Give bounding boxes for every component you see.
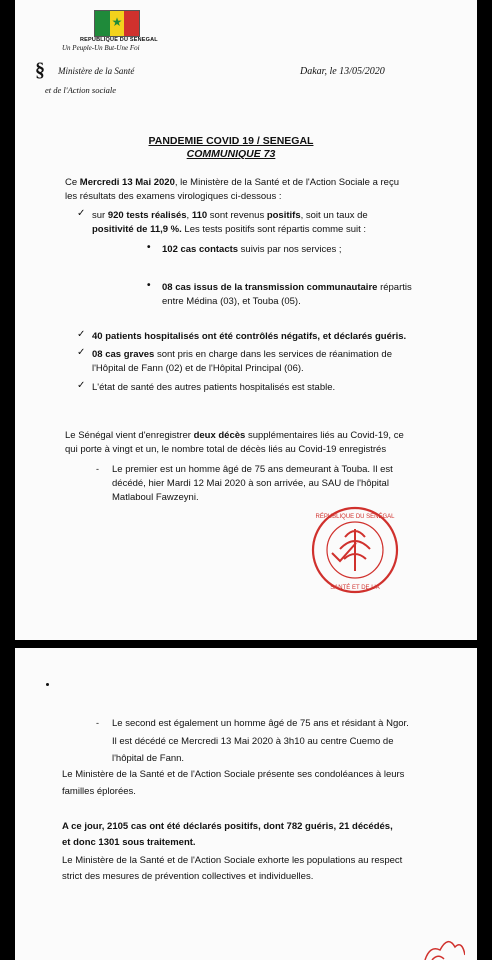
senegal-flag-icon: ★ xyxy=(94,10,140,37)
summary-line-2: et donc 1301 sous traitement. xyxy=(62,837,196,848)
exhort-line-2: strict des mesures de prévention collectives et individuelles. xyxy=(62,871,314,882)
svg-text:RÉPUBLIQUE DU SÉNÉGAL: RÉPUBLIQUE DU SÉNÉGAL xyxy=(315,514,395,520)
document-date: Dakar, le 13/05/2020 xyxy=(300,66,385,77)
speck xyxy=(46,683,49,686)
second-death-line-1: Le second est également un homme âgé de 75 ans et résidant à Ngor. xyxy=(112,718,409,729)
ministry-name-line1: Ministère de la Santé xyxy=(58,66,135,76)
svg-text:SANTÉ ET DE L'A: SANTÉ ET DE L'A xyxy=(330,585,380,591)
community-line-2: entre Médina (03), et Touba (05). xyxy=(162,296,301,307)
deaths-line-2: qui porte à vingt et un, le nombre total de décès liés au Covid-19 enregistrés xyxy=(65,444,387,455)
tests-line-1: sur 920 tests réalisés, 110 sont revenus positifs, soit un taux de xyxy=(92,210,368,221)
bullet-icon: • xyxy=(147,280,151,291)
contacts-line: 102 cas contacts suivis par nos services ; xyxy=(162,244,342,255)
communique-page-1 xyxy=(15,0,477,640)
ministry-logo-icon: § xyxy=(35,59,45,81)
intro-line-1: Ce Mercredi 13 Mai 2020, le Ministère de la Santé et de l'Action Sociale a reçu xyxy=(65,177,399,188)
deaths-line-1: Le Sénégal vient d'enregistrer deux décès supplémentaires liés au Covid-19, ce xyxy=(65,430,404,441)
check-icon: ✓ xyxy=(77,208,86,219)
first-death-line-1: Le premier est un homme âgé de 75 ans demeurant à Touba. Il est xyxy=(112,464,393,475)
first-death-line-2: décédé, hier Mardi 12 Mai 2020 à son arrivée, au SAU de l'hôpital xyxy=(112,478,389,489)
dash-icon: - xyxy=(96,718,99,728)
communique-number: COMMUNIQUE 73 xyxy=(186,148,276,160)
tests-line-2: positivité de 11,9 %. Les tests positifs sont répartis comme suit : xyxy=(92,224,367,235)
summary-line-1: A ce jour, 2105 cas ont été déclarés positifs, dont 782 guéris, 21 décédés, xyxy=(62,821,393,832)
republic-label: REPUBLIQUE DU SENEGAL xyxy=(80,37,158,43)
official-stamp-icon xyxy=(310,505,400,595)
condolences-line-2: familles éplorées. xyxy=(62,786,136,797)
severe-line-1: 08 cas graves sont pris en charge dans les services de réanimation de xyxy=(92,349,392,360)
stable-line: L'état de santé des autres patients hospitalisés est stable. xyxy=(92,382,336,393)
severe-line-2: l'Hôpital de Fann (02) et de l'Hôpital Principal (06). xyxy=(92,363,304,374)
recovered-line: 40 patients hospitalisés ont été contrôlés négatifs, et déclarés guéris. xyxy=(92,331,407,342)
document-title: PANDEMIE COVID 19 / SENEGAL xyxy=(148,135,314,147)
second-death-line-3: l'hôpital de Fann. xyxy=(112,753,185,764)
dash-icon: - xyxy=(96,464,99,474)
stamp-fragment-icon xyxy=(420,925,465,960)
second-death-line-2: Il est décédé ce Mercredi 13 Mai 2020 à 3h10 au centre Cuemo de xyxy=(112,736,394,747)
communique-page-2 xyxy=(15,648,477,960)
page-separator xyxy=(15,640,477,648)
intro-line-2: les résultats des examens virologiques ci-dessous : xyxy=(65,191,282,202)
bullet-icon: • xyxy=(147,242,151,253)
first-death-line-3: Matlaboul Fawzeyni. xyxy=(112,492,199,503)
condolences-line-1: Le Ministère de la Santé et de l'Action Sociale présente ses condoléances à leurs xyxy=(62,769,405,780)
exhort-line-1: Le Ministère de la Santé et de l'Action Sociale exhorte les populations au respect xyxy=(62,855,403,866)
check-icon: ✓ xyxy=(77,380,86,391)
check-icon: ✓ xyxy=(77,347,86,358)
check-icon: ✓ xyxy=(77,329,86,340)
community-line-1: 08 cas issus de la transmission communautaire répartis xyxy=(162,282,412,293)
national-motto: Un Peuple-Un But-Une Foi xyxy=(62,44,140,52)
ministry-name-line2: et de l'Action sociale xyxy=(45,85,116,95)
